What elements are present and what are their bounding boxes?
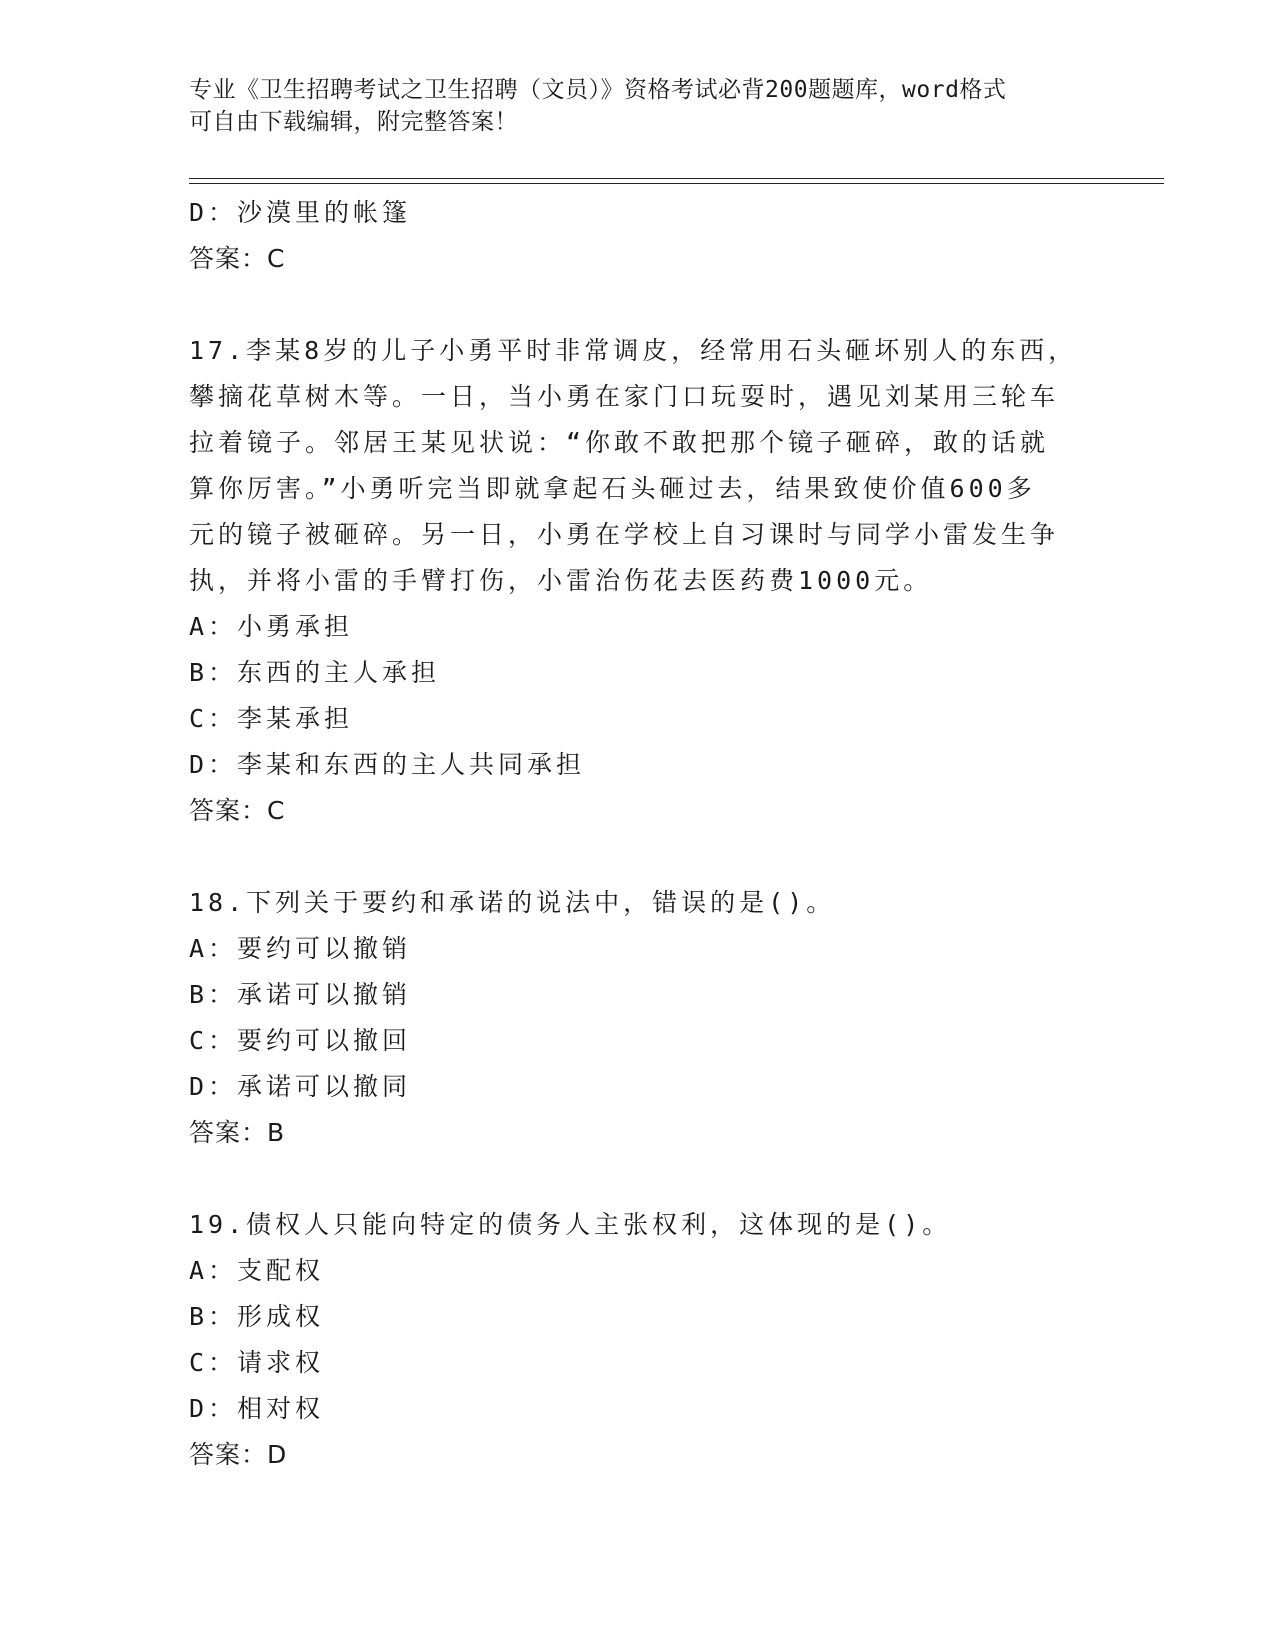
spacer [189,834,1089,880]
q19-option-a: A：支配权 [189,1256,325,1285]
q17-option-c: C：李某承担 [189,704,354,733]
q17-stem-line-6: 执，并将小雷的手臂打伤，小雷治伤花去医药费1000元。 [189,566,933,595]
q19-option-b: B：形成权 [189,1302,325,1331]
question-content [189,190,1089,1478]
q18-option-d: D：承诺可以撤同 [189,1072,412,1101]
q17-option-b: B：东西的主人承担 [189,658,441,687]
prev-answer: 答案：C [189,244,286,273]
spacer [189,1156,1089,1202]
q17-stem-line-3: 拉着镜子。邻居王某见状说：“你敢不敢把那个镜子砸碎，敢的话就 [189,428,1050,457]
q18-option-c: C：要约可以撤回 [189,1026,412,1055]
header-divider-bottom [189,183,1164,184]
q17-answer: 答案：C [189,796,286,825]
q17-stem-line-5: 元的镜子被砸碎。另一日，小勇在学校上自习课时与同学小雷发生争 [189,520,1060,549]
prev-option-d: D：沙漠里的帐篷 [189,198,412,227]
q17-stem-line-1: 17.李某8岁的儿子小勇平时非常调皮，经常用石头砸坏别人的东西， [189,336,1078,365]
header-divider-top [189,178,1164,179]
q18-option-b: B：承诺可以撤销 [189,980,412,1009]
question-18 [189,880,1089,1156]
q19-stem: 19.债权人只能向特定的债务人主张权利，这体现的是()。 [189,1210,952,1239]
question-17 [189,328,1089,834]
header-line-1: 专业《卫生招聘考试之卫生招聘（文员）》资格考试必背200题题库，word格式 [189,77,1007,103]
q17-option-a: A：小勇承担 [189,612,354,641]
header-line-2: 可自由下载编辑，附完整答案！ [189,109,518,135]
q19-option-c: C：请求权 [189,1348,325,1377]
page-header [189,74,1089,138]
q17-stem-line-2: 攀摘花草树木等。一日，当小勇在家门口玩耍时，遇见刘某用三轮车 [189,382,1060,411]
q19-answer: 答案：D [189,1440,288,1469]
spacer [189,282,1089,328]
q17-option-d: D：李某和东西的主人共同承担 [189,750,586,779]
q17-stem-line-4: 算你厉害。”小勇听完当即就拿起石头砸过去，结果致使价值600多 [189,474,1036,503]
q19-option-d: D：相对权 [189,1394,325,1423]
q18-stem: 18.下列关于要约和承诺的说法中，错误的是()。 [189,888,836,917]
q18-option-a: A：要约可以撤销 [189,934,412,963]
question-19 [189,1202,1089,1478]
q18-answer: 答案：B [189,1118,286,1147]
